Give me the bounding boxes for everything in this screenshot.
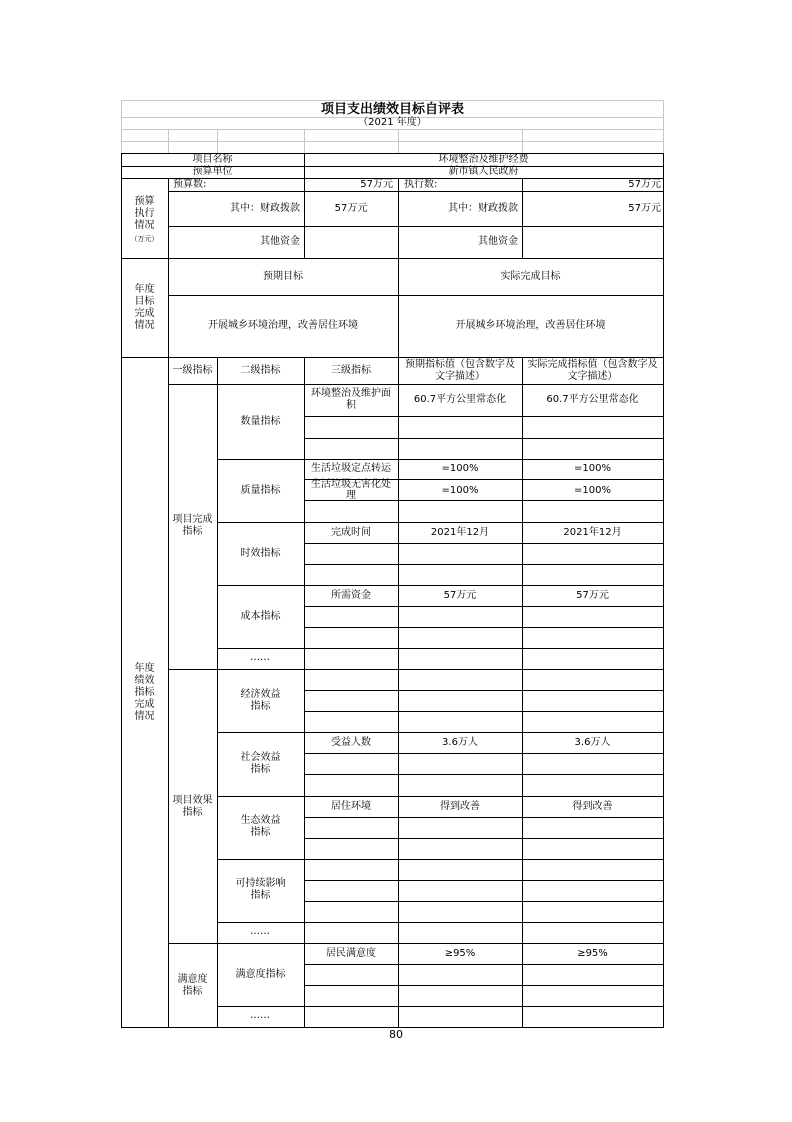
budget-unit-label: 预算单位 xyxy=(192,166,233,177)
header-level1: 一级指标 xyxy=(172,365,213,376)
l2-quantity: 数量指标 xyxy=(240,416,281,427)
exec-amount-value: 57万元 xyxy=(628,179,661,190)
l2-cost: 成本指标 xyxy=(240,611,281,622)
fiscal-label-budget: 其中：财政拨款 xyxy=(230,203,300,214)
l2-satisfaction: 满意度指标 xyxy=(235,969,286,980)
budget-unit-value: 新市镇人民政府 xyxy=(448,166,519,177)
project-name-label: 项目名称 xyxy=(192,154,233,165)
other-funds-label-exec: 其他资金 xyxy=(478,236,518,247)
actual-goal-text: 开展城乡环境治理，改善居住环境 xyxy=(455,320,606,331)
header-level2: 二级指标 xyxy=(240,365,281,376)
project-name-value: 环境整治及维护经费 xyxy=(438,154,529,165)
expected-goal-header: 预期目标 xyxy=(263,271,303,282)
l2-timeliness: 时效指标 xyxy=(240,548,281,559)
form-title: 项目支出绩效目标自评表 xyxy=(320,102,464,117)
budget-amount-label: 预算数: xyxy=(173,179,207,190)
budget-amount-value: 57万元 xyxy=(360,179,393,190)
exec-amount-label: 执行数: xyxy=(404,179,438,190)
actual-goal-header: 实际完成目标 xyxy=(500,271,561,282)
fiscal-exec-value: 57万元 xyxy=(628,203,661,214)
form-subtitle: （2021 年度） xyxy=(358,117,427,128)
fiscal-budget-value: 57万元 xyxy=(334,203,368,214)
page-number: 80 xyxy=(389,1028,403,1041)
form-sheet: 项目支出绩效目标自评表 （2021 年度） 项目名称 环境整治及维护经费 预算单位 新市镇人民政府 预算 执行 情况 （万元） 预算数: 57万元 执行数: 57万元 其中：财政拨款 57万元 其中：财政拨款 57万元 其他资金 其他资金 年度 目标 完成 情况 预期目标 实际完成目标 开展城乡环境治理，改善居住环境 开展城乡环境治理，改善居住环境 年度 绩效 指标 完成 情况 一级指标 二级指标 三级指标 预期指标值（包含数字及 文字描述） 实际完成指标值（包含数字及 文字描述） 项目完成 指标 项目效果 指标 满意度 指标 数量指标 质量指标 时效指标 成本指标 …… 经济效益 指标 社会效益 指标 生态效益 指标 可持续影响 指标 …… 满意度指标 …… 环境整治及维护面 积 60.7平方公里常态化 60.7平方公里常态化 生活垃圾定点转运 =100% =100% 生活垃圾无害化处 理 =100% =100% 完成时间 2021年12月 2021年12月 所需资金 57万元 57万元 受益人数 3.6万人 3.6万人 居住环境 得到改善 得到改善 居民满意度 ≥95% ≥95% 80 xyxy=(0,0,792,1122)
other-funds-label-budget: 其他资金 xyxy=(260,236,300,247)
l2-ellipsis-effect: …… xyxy=(250,926,270,937)
l2-ellipsis-completion: …… xyxy=(250,652,270,663)
fiscal-label-exec: 其中：财政拨款 xyxy=(448,203,518,214)
l2-quality: 质量指标 xyxy=(240,485,281,496)
expected-goal-text: 开展城乡环境治理，改善居住环境 xyxy=(208,320,358,331)
header-level3: 三级指标 xyxy=(331,365,371,376)
l2-ellipsis-satisfaction: …… xyxy=(250,1010,270,1021)
